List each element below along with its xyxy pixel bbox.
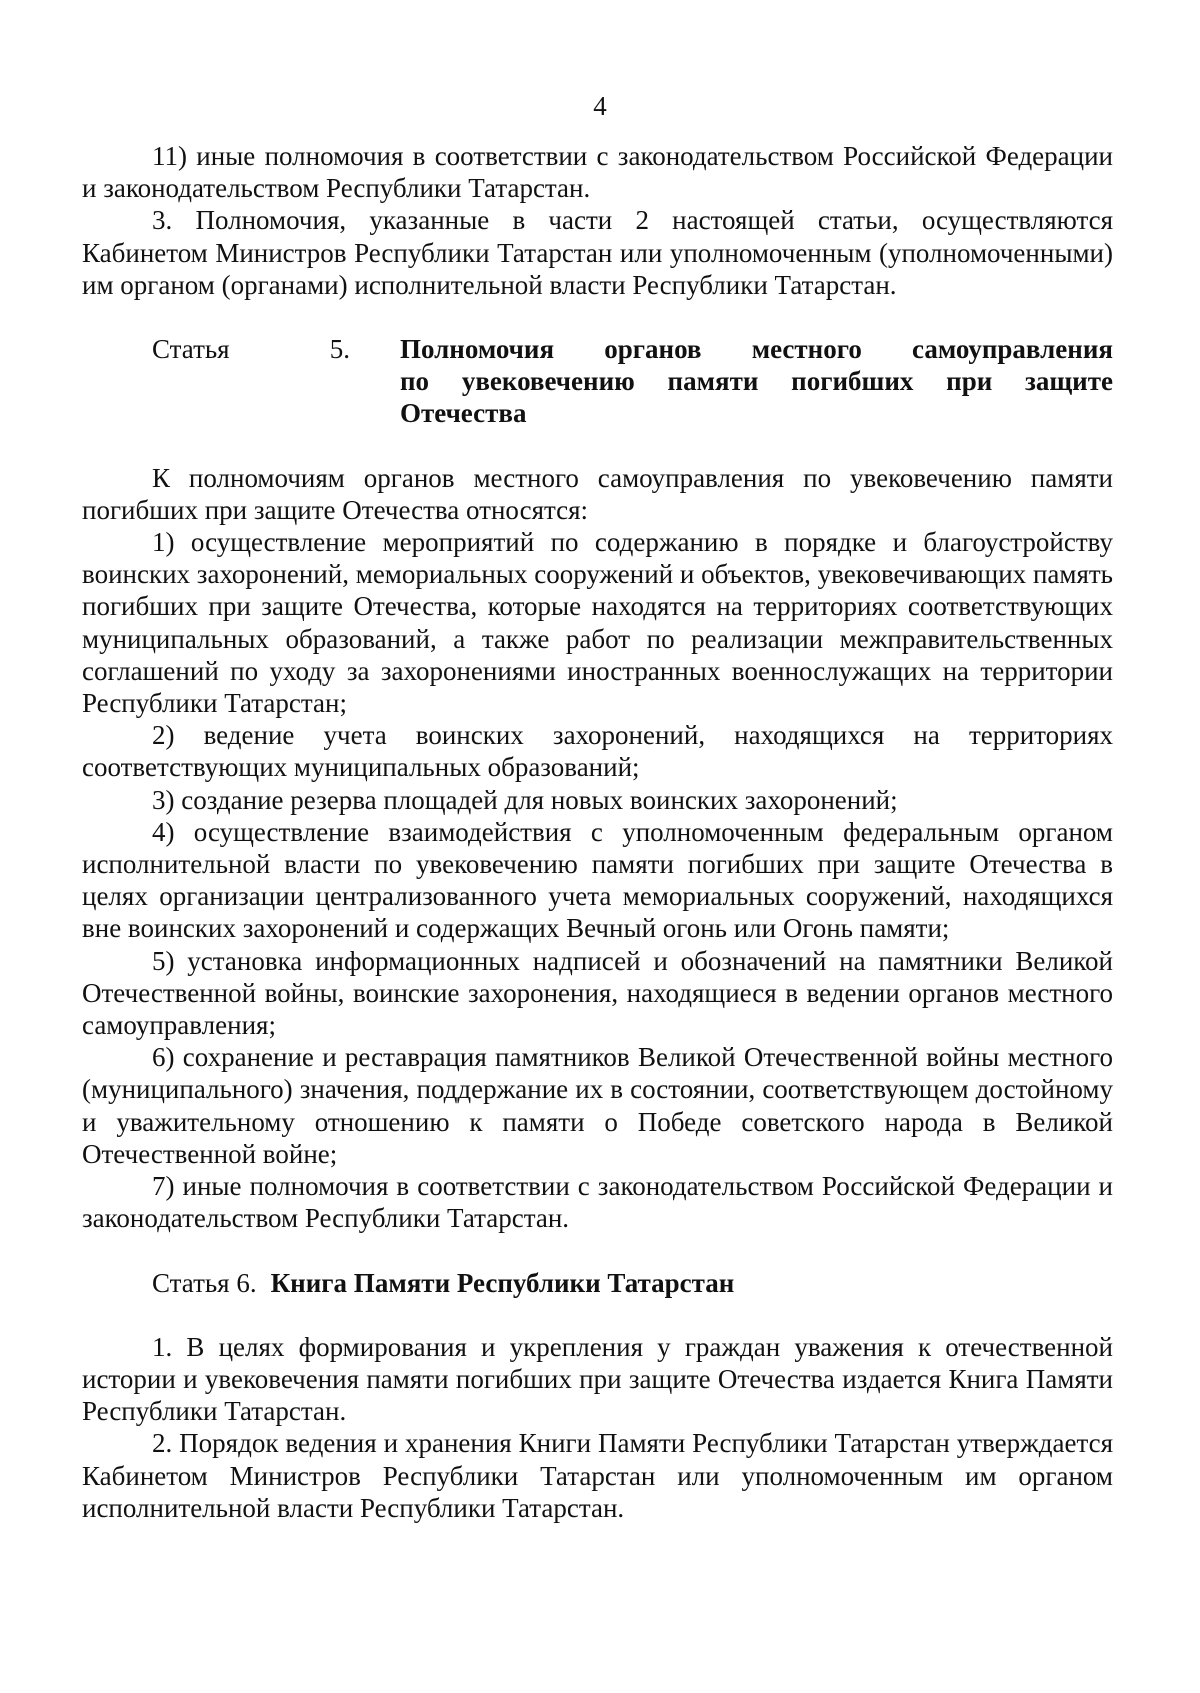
article-5-label-word: Статья (152, 334, 230, 365)
article-5-item-1: 1) осуществление мероприятий по содержанию в порядке и благоустройству воинских захоронений, мемориальных сооружений и объектов, увековечивающих память погибших при защите Отечества, которые находятся на территориях соответствующих муниципальных образований, а также работ по реализации межправительственных соглашений по уходу за захоронениями иностранных военнослужащих на территории Республики Татарстан; (82, 527, 1113, 719)
article-5-item-3: 3) создание резерва площадей для новых воинских захоронений; (152, 784, 898, 815)
article-6-item-2: 2. Порядок ведения и хранения Книги Памяти Республики Татарстан утверждается Кабинетом Министров Республики Татарстан или уполномоченным им органом исполнительной власти Республики Татарстан. (82, 1428, 1113, 1523)
article-5-label-number: 5. (329, 334, 350, 365)
page-number: 4 (593, 91, 607, 121)
article-5-title-line2: по увековечению памяти погибших при защите Отечества (400, 366, 1113, 429)
article-5-title-line1: Полномочия органов местного самоуправления (400, 334, 1113, 365)
article-5-item-4: 4) осуществление взаимодействия с уполномоченным федеральным органом исполнительной власти по увековечению памяти погибших при защите Отечества в целях организации централизованного учета мемориальных сооружений, находящихся вне воинских захоронений и содержащих Вечный огонь или Огонь памяти; (82, 816, 1113, 944)
paragraph-item-11: 11) иные полномочия в соответствии с законодательством Российской Федерации и законодательством Республики Татарстан. (82, 141, 1113, 204)
article-5-item-6: 6) сохранение и реставрация памятников Великой Отечественной войны местного (муниципального) значения, поддержание их в состоянии, соответствующем достойному и уважительному отношению к памяти о Победе советского народа в Великой Отечественной войне; (82, 1042, 1113, 1169)
article-6-item-1: 1. В целях формирования и укрепления у граждан уважения к отечественной истории и увековечения памяти погибших при защите Отечества издается Книга Памяти Республики Татарстан. (82, 1331, 1113, 1427)
article-5-item-7: 7) иные полномочия в соответствии с законодательством Российской Федерации и законодательством Республики Татарстан. (82, 1171, 1113, 1234)
article-6-title: Книга Памяти Республики Татарстан (270, 1267, 735, 1298)
article-6-heading (82, 1267, 1113, 1299)
article-5-title (350, 333, 1113, 430)
article-5-label (82, 333, 350, 430)
article-5-item-2: 2) ведение учета воинских захоронений, находящихся на территориях соответствующих муниципальных образований; (82, 720, 1113, 783)
document-body (82, 140, 1113, 1524)
article-5-item-5: 5) установка информационных надписей и обозначений на памятники Великой Отечественной войны, воинские захоронения, находящиеся в ведении органов местного самоуправления; (82, 945, 1113, 1041)
paragraph-part-3: 3. Полномочия, указанные в части 2 настоящей статьи, осуществляются Кабинетом Министров Республики Татарстан или уполномоченным (уполномоченными) им органом (органами) исполнительной власти Республики Татарстан. (82, 205, 1113, 300)
article-5-intro: К полномочиям органов местного самоуправления по увековечению памяти погибших при защите Отечества относятся: (82, 462, 1113, 525)
article-5-heading (82, 333, 1113, 430)
article-6-label: Статья 6. (152, 1267, 257, 1298)
